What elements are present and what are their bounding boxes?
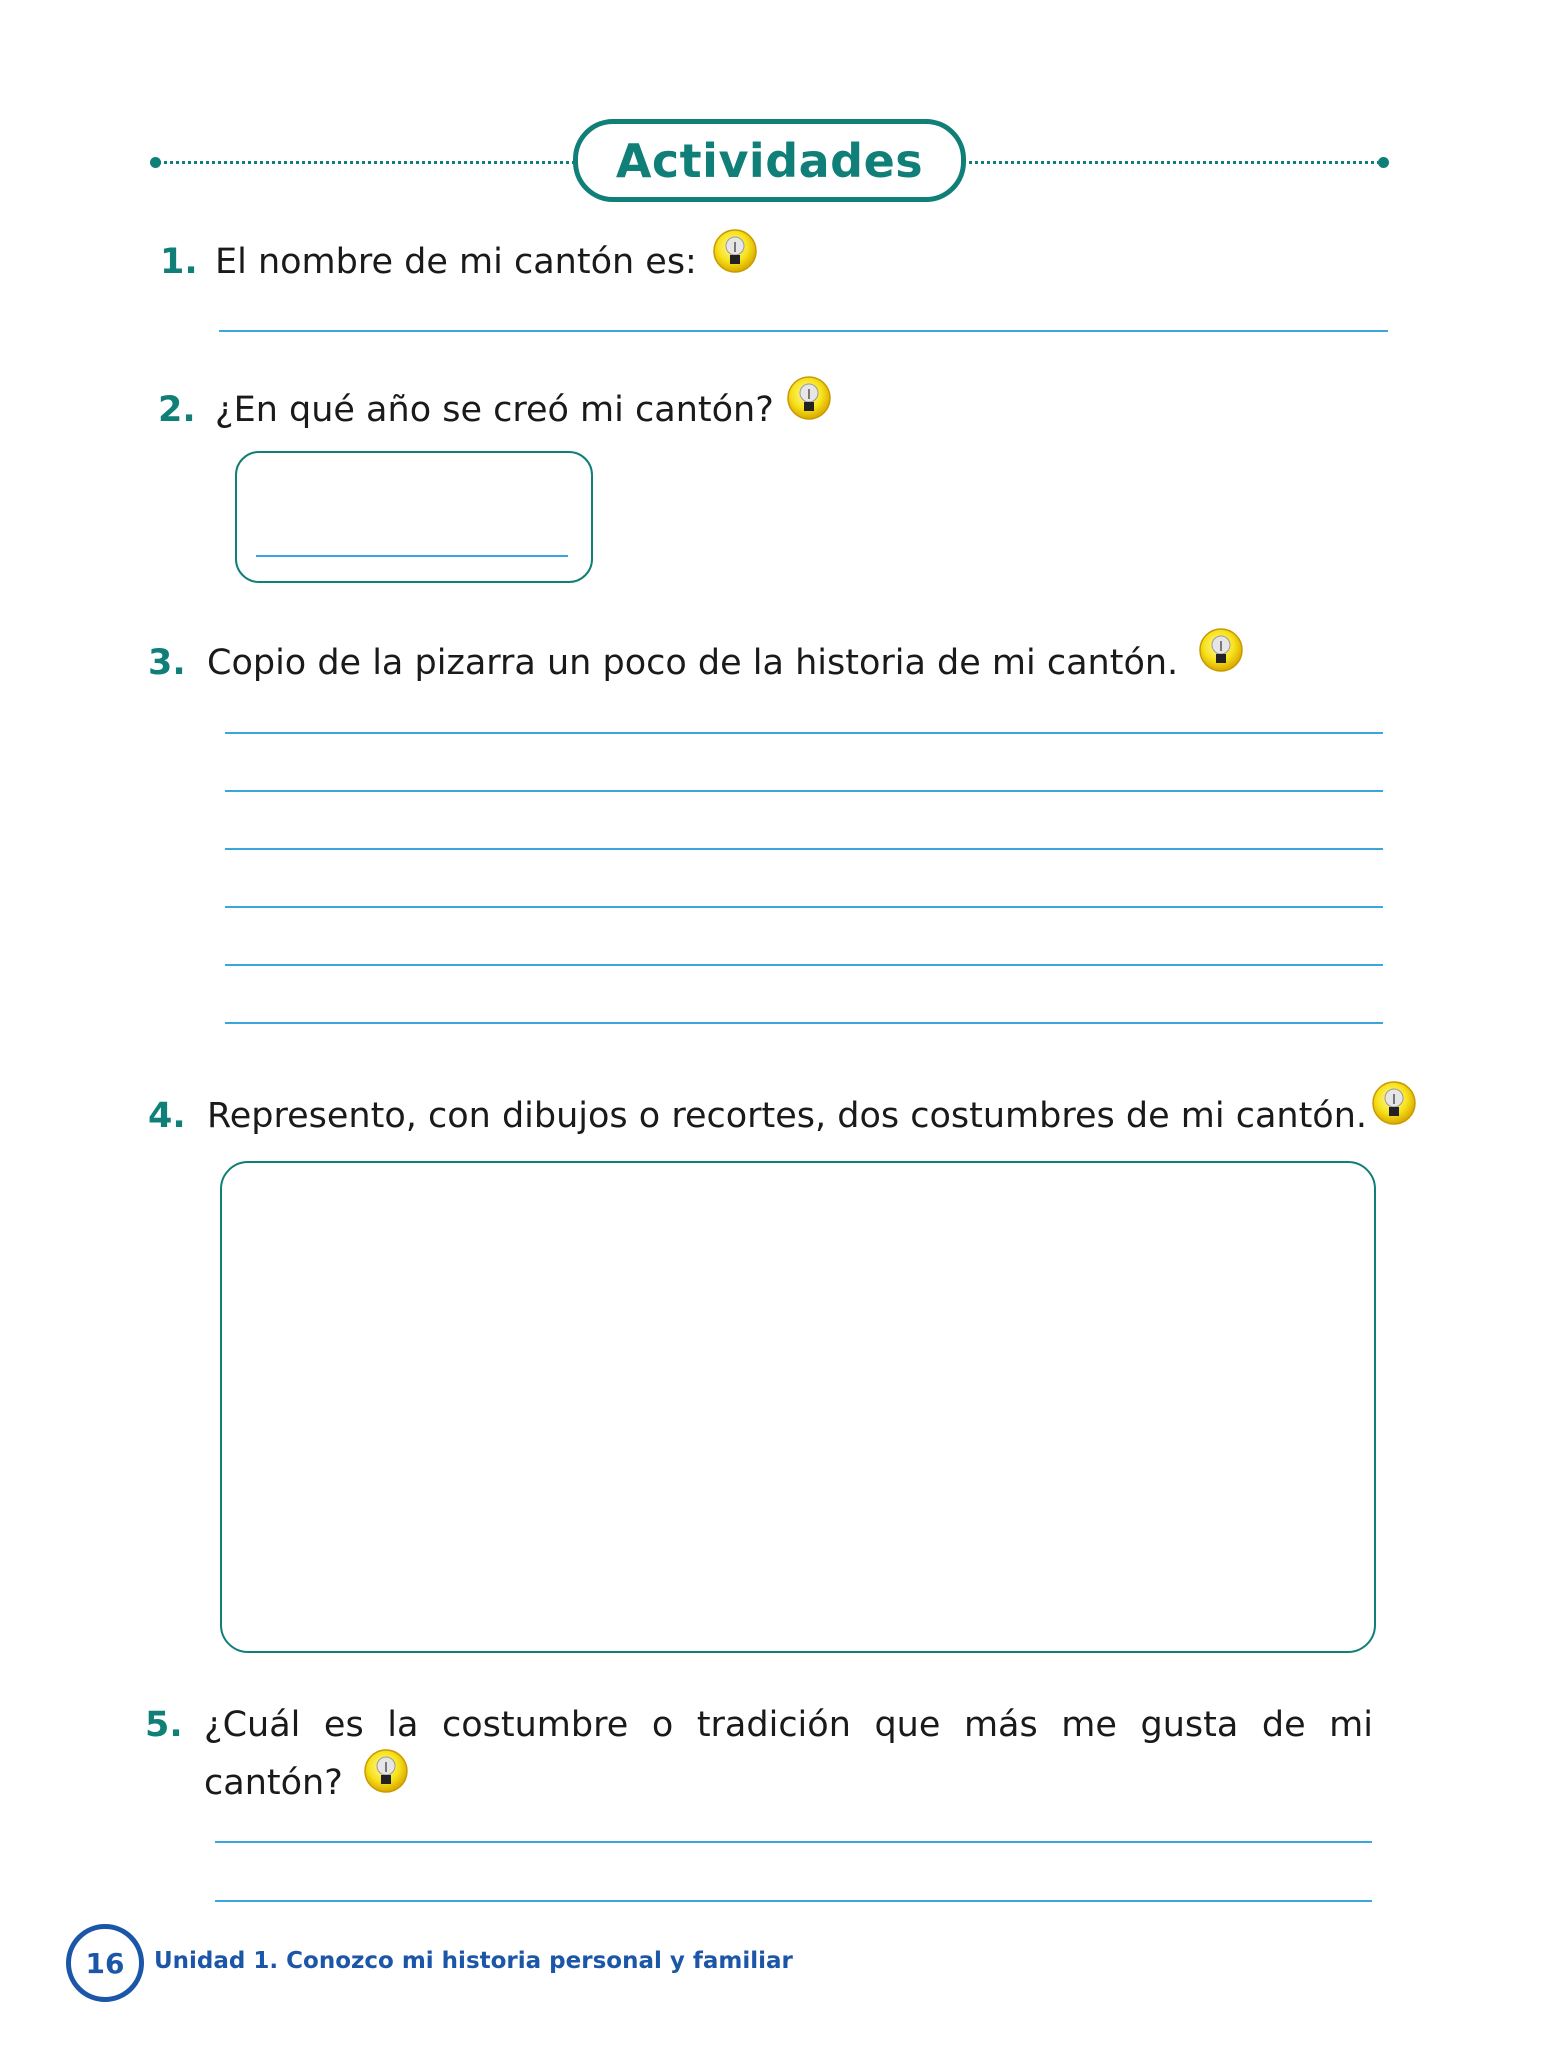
answer-line-q3[interactable] <box>225 848 1383 850</box>
answer-line-q1[interactable] <box>219 330 1388 332</box>
answer-line-q5[interactable] <box>215 1841 1372 1843</box>
header-divider-right <box>962 161 1380 164</box>
answer-line-q3[interactable] <box>225 1022 1383 1024</box>
lightbulb-icon <box>1198 627 1244 673</box>
question-2-number: 2. <box>158 390 196 430</box>
lightbulb-icon <box>786 375 832 421</box>
question-1-text: El nombre de mi cantón es: <box>215 242 697 282</box>
lightbulb-icon <box>1371 1080 1417 1126</box>
year-answer-box[interactable] <box>235 451 593 583</box>
question-5-text-line2: cantón? <box>204 1763 343 1803</box>
answer-line-q3[interactable] <box>225 732 1383 734</box>
question-5-text-line1: ¿Cuál es la costumbre o tradición que más me gusta de mi <box>204 1705 1373 1745</box>
answer-line-q3[interactable] <box>225 790 1383 792</box>
question-5-number: 5. <box>145 1705 183 1745</box>
answer-line-q5[interactable] <box>215 1900 1372 1902</box>
header-divider-left <box>158 161 575 164</box>
drawing-area-box[interactable] <box>220 1161 1376 1653</box>
question-3-text: Copio de la pizarra un poco de la historia de mi cantón. <box>207 643 1179 683</box>
lightbulb-icon <box>712 228 758 274</box>
question-4-number: 4. <box>148 1096 186 1136</box>
lightbulb-icon <box>363 1748 409 1794</box>
question-1-number: 1. <box>160 242 198 282</box>
answer-line-q3[interactable] <box>225 964 1383 966</box>
page-number-badge <box>66 1924 144 2002</box>
page-number: 16 <box>85 1946 125 1980</box>
question-4-text: Represento, con dibujos o recortes, dos costumbres de mi cantón. <box>207 1096 1368 1136</box>
activities-title-badge <box>573 119 966 202</box>
answer-line-q2[interactable] <box>256 555 568 557</box>
unit-title: Unidad 1. Conozco mi historia personal y familiar <box>154 1948 793 1974</box>
question-3-number: 3. <box>148 643 186 683</box>
answer-line-q3[interactable] <box>225 906 1383 908</box>
header-dot-right <box>1378 157 1389 168</box>
page-title: Actividades <box>615 133 924 188</box>
question-2-text: ¿En qué año se creó mi cantón? <box>215 390 774 430</box>
